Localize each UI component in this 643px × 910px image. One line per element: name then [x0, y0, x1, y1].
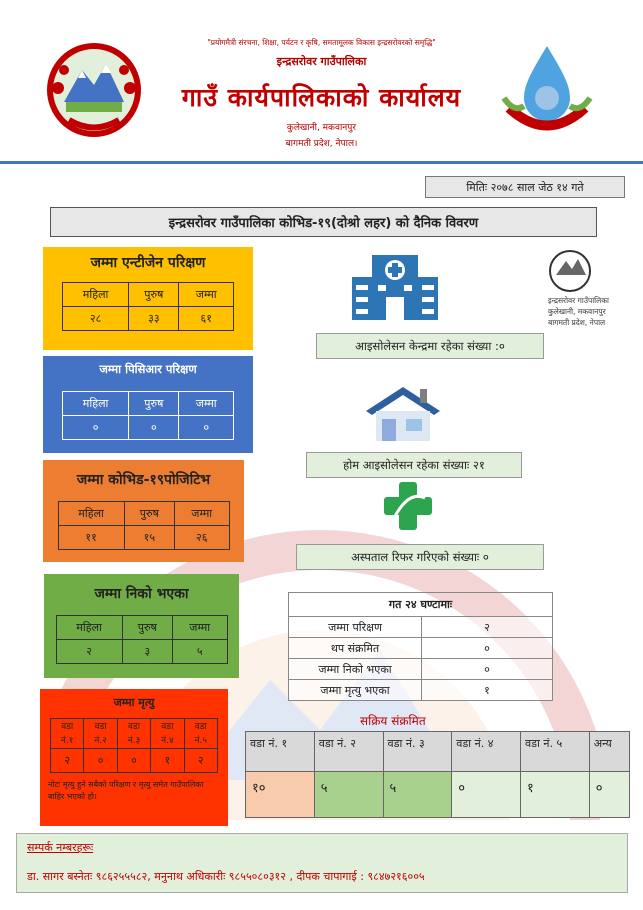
stamp-text-line2: कुलेखानी, मकवानपुर [548, 307, 606, 316]
antigen-table [62, 282, 234, 331]
last24-value-new: ० [422, 638, 553, 659]
deaths-title: जम्मा मृत्यु [113, 696, 155, 709]
last24-value-deaths: १ [422, 680, 553, 701]
active-value-ward5: १ [521, 772, 590, 818]
recovered-header-total: जम्मा [172, 616, 227, 640]
pcr-card [43, 356, 253, 453]
recovered-title: जम्मा निको भएका [94, 586, 189, 602]
last24-value-recovered: ० [422, 659, 553, 680]
pcr-value-male: ० [129, 416, 179, 440]
deaths-ward1-num: नं.१ [60, 735, 74, 746]
active-header-ward3: वडा नं. ३ [383, 732, 452, 772]
last24-section [288, 592, 553, 701]
active-header-ward1: वडा नं. १ [246, 732, 315, 772]
pcr-title: जम्मा पिसिआर परिक्षण [99, 362, 197, 376]
deaths-table [50, 718, 218, 773]
positive-card [43, 460, 244, 562]
office-stamp [540, 245, 632, 337]
positive-value-female: ११ [58, 526, 124, 550]
positive-table [58, 501, 230, 550]
pcr-header-male: पुरुष [129, 392, 179, 416]
pcr-value-total: ० [179, 416, 234, 440]
deaths-value-ward3: ० [117, 749, 150, 773]
antigen-value-male: ३३ [129, 307, 179, 331]
contact-numbers: डा. सागर बस्नेतः ९८६२५५५८२, मनुनाथ अधिकारीः ९८५५०८०३१२ , दीपक चापागाई : ९८४७२१६००५ [27, 870, 425, 883]
deaths-value-ward2: ० [84, 749, 117, 773]
positive-header-female: महिला [58, 502, 124, 526]
recovered-table [56, 615, 228, 664]
date-label: मितिः २०७८ साल जेठ १४ गते [425, 176, 625, 198]
positive-value-total: २६ [174, 526, 229, 550]
deaths-ward1-label: वडा [61, 721, 74, 732]
deaths-card [40, 689, 228, 826]
header-address-line2: बागमती प्रदेश, नेपाल। [285, 139, 358, 149]
last24-value-tests: २ [422, 617, 553, 638]
header-slogan: "प्रयोगमैत्री संरचना, शिक्षा, पर्यटन र कृषि, समतामूलक विकास इन्द्रसरोवरको समृद्धि" [207, 38, 436, 47]
recovered-value-male: ३ [122, 640, 172, 664]
last24-table [288, 592, 553, 701]
active-value-ward3: ५ [383, 772, 452, 818]
active-title: सक्रिय संक्रमित [360, 714, 426, 728]
antigen-value-female: २८ [63, 307, 129, 331]
active-value-ward4: ० [452, 772, 521, 818]
recovered-header-female: महिला [56, 616, 122, 640]
hospital-refer-box: अस्पताल रिफर गरिएको संख्याः ० [296, 544, 544, 570]
deaths-note: नोटः मृत्यु हुने सबैको परिक्षण र मृत्यु समेत गाउँपालिका बाहिर भएको हो। [48, 780, 204, 801]
stamp-text-line1: इन्द्रसरोवर गाउँपालिका [548, 296, 609, 305]
active-section [245, 731, 630, 818]
antigen-card [43, 247, 253, 350]
header-municipality: इन्द्रसरोवर गाउँपालिका [276, 55, 367, 68]
last24-label-new: थप संक्रमित [289, 638, 422, 659]
contact-box [16, 833, 628, 893]
pcr-header-total: जम्मा [179, 392, 234, 416]
active-value-ward2: ५ [314, 772, 383, 818]
recovered-value-total: ५ [172, 640, 227, 664]
deaths-value-ward1: २ [51, 749, 84, 773]
active-value-ward1: १० [246, 772, 315, 818]
antigen-header-male: पुरुष [129, 283, 179, 307]
deaths-ward2-label: वडा [94, 721, 107, 732]
antigen-header-female: महिला [63, 283, 129, 307]
medical-cross-icon [379, 480, 437, 532]
deaths-ward5-num: नं.५ [194, 735, 208, 746]
pcr-table [62, 391, 234, 440]
active-header-ward2: वडा नं. २ [314, 732, 383, 772]
recovered-header-male: पुरुष [122, 616, 172, 640]
last24-label-deaths: जम्मा मृत्यु भएका [289, 680, 422, 701]
deaths-ward2-num: नं.२ [94, 735, 107, 746]
positive-title: जम्मा कोभिड-१९पोजिटिभ [76, 472, 211, 488]
deaths-value-ward5: २ [184, 749, 217, 773]
positive-value-male: १५ [124, 526, 174, 550]
recovered-card [44, 574, 239, 678]
positive-header-total: जम्मा [174, 502, 229, 526]
antigen-value-total: ६१ [179, 307, 234, 331]
hospital-building-icon [350, 245, 440, 320]
active-header-ward5: वडा नं. ५ [521, 732, 590, 772]
last24-label-recovered: जम्मा निको भएका [289, 659, 422, 680]
recovered-value-female: २ [56, 640, 122, 664]
deaths-ward3-num: नं.३ [127, 735, 141, 746]
antigen-title: जम्मा एन्टीजेन परिक्षण [90, 255, 206, 271]
report-title-banner: इन्द्रसरोवर गाउँपालिका कोभिड-१९(दोश्रो लहर) को दैनिक विवरण [50, 207, 597, 237]
header-address-line1: कुलेखानी, मकवानपुर [286, 123, 357, 133]
antigen-header-total: जम्मा [179, 283, 234, 307]
home-isolation-box: होम आइसोलेसन रहेका संख्याः २१ [306, 452, 522, 478]
isolation-centre-box: आइसोलेसन केन्द्रमा रहेका संख्या :० [316, 333, 544, 359]
deaths-ward3-label: वडा [127, 721, 141, 732]
deaths-ward4-label: वडा [161, 721, 174, 732]
last24-title: गत २४ घण्टामाः [289, 593, 553, 617]
active-header-ward4: वडा नं. ४ [452, 732, 521, 772]
deaths-ward4-num: नं.४ [161, 735, 174, 746]
pcr-value-female: ० [63, 416, 129, 440]
positive-header-male: पुरुष [124, 502, 174, 526]
active-value-other: ० [589, 772, 629, 818]
deaths-value-ward4: १ [151, 749, 184, 773]
last24-label-tests: जम्मा परिक्षण [289, 617, 422, 638]
deaths-ward5-label: वडा [194, 721, 207, 732]
header-divider [0, 161, 643, 164]
active-table [245, 731, 630, 818]
contact-title: सम्पर्क नम्बरहरूः [27, 841, 94, 854]
home-isolation-icon [362, 385, 444, 443]
stamp-text-line3: बागमती प्रदेश, नेपाल [548, 318, 606, 327]
pcr-header-female: महिला [63, 392, 129, 416]
active-header-other: अन्य [589, 732, 629, 772]
header-office-title: गाउँ कार्यपालिकाको कार्यालय [181, 83, 462, 112]
